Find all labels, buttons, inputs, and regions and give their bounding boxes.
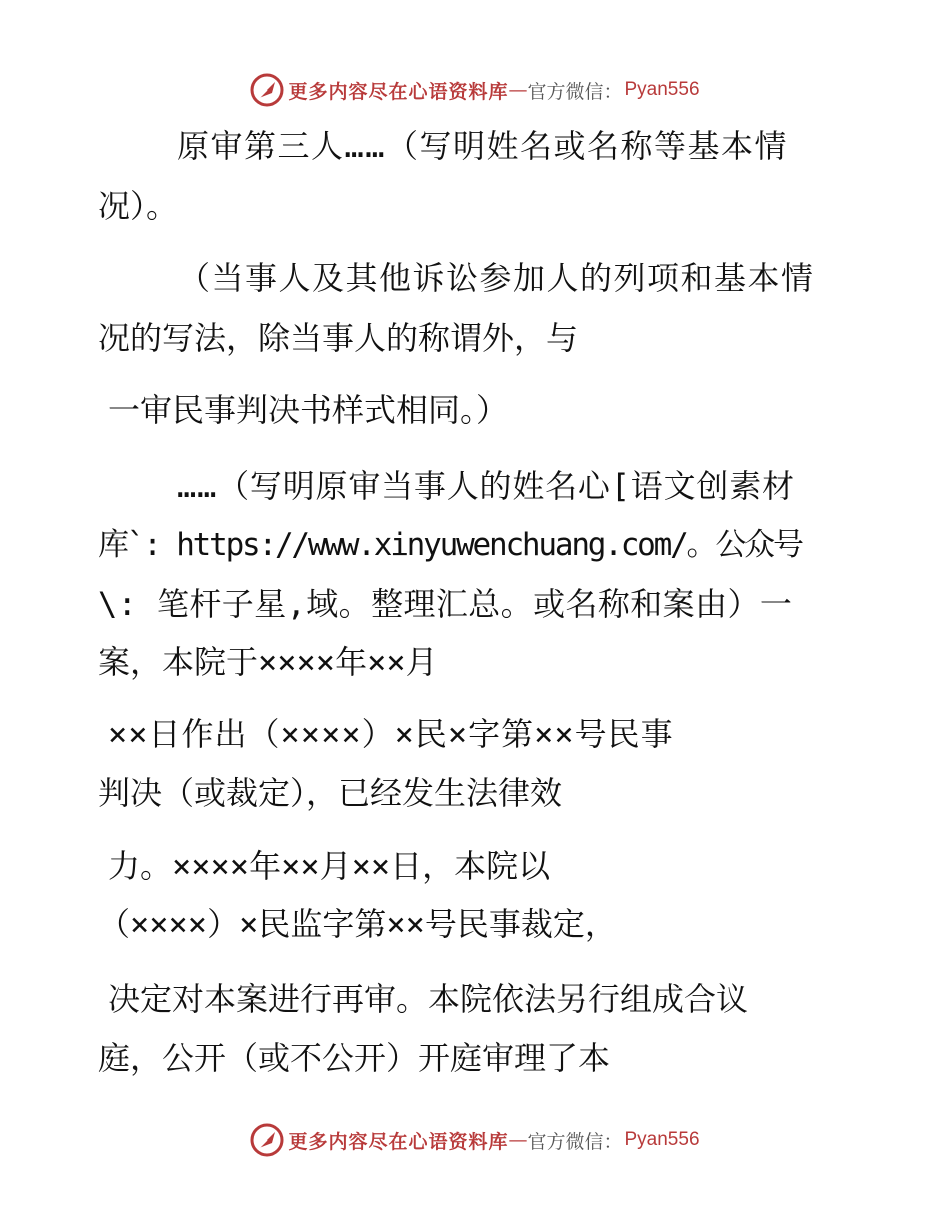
body-line: 一审民事判决书样式相同。）: [108, 391, 509, 429]
watermark-text: 更多内容尽在心语资料库: [288, 80, 509, 103]
watermark-wechat-id: Pyan556: [624, 1129, 700, 1150]
body-line: 案，本院于××××年××月: [98, 643, 438, 681]
footer-watermark: [0, 1120, 950, 1160]
watermark-dash: —: [508, 79, 528, 101]
body-line: 庭，公开（或不公开）开庭审理了本: [98, 1039, 611, 1077]
watermark-wechat-label: 官方微信：: [527, 1130, 623, 1153]
quill-logo-icon: [250, 73, 284, 107]
watermark-wechat-label: 官方微信：: [527, 80, 623, 103]
watermark-wechat-id: Pyan556: [624, 79, 700, 100]
quill-logo-icon: [250, 1123, 284, 1157]
body-line: 决定对本案进行再审。本院依法另行组成合议: [108, 980, 749, 1018]
body-line: 判决（或裁定），已经发生法律效: [98, 774, 563, 812]
watermark-text: 更多内容尽在心语资料库: [288, 1130, 509, 1153]
header-watermark: [0, 70, 950, 110]
body-line: 力。××××年××月××日，本院以: [108, 847, 551, 885]
body-line: 库`: https://www.xinyuwenchuang.com/。公众号: [98, 527, 802, 563]
body-line: 原审第三人……（写明姓名或名称等基本情: [177, 127, 789, 165]
body-line: （当事人及其他诉讼参加人的列项和基本情: [178, 259, 815, 297]
body-line: （××××）×民监字第××号民事裁定，: [98, 905, 617, 943]
body-line: ××日作出（××××）×民×字第××号民事: [108, 715, 674, 753]
body-line: ……（写明原审当事人的姓名心[语文创素材: [177, 467, 795, 505]
body-line: 况）。: [98, 187, 179, 225]
watermark-dash: —: [508, 1129, 528, 1151]
body-line: 况的写法，除当事人的称谓外，与: [98, 319, 579, 357]
body-line: \: 笔杆子星,域。整理汇总。或名称和案由）一: [98, 585, 793, 623]
